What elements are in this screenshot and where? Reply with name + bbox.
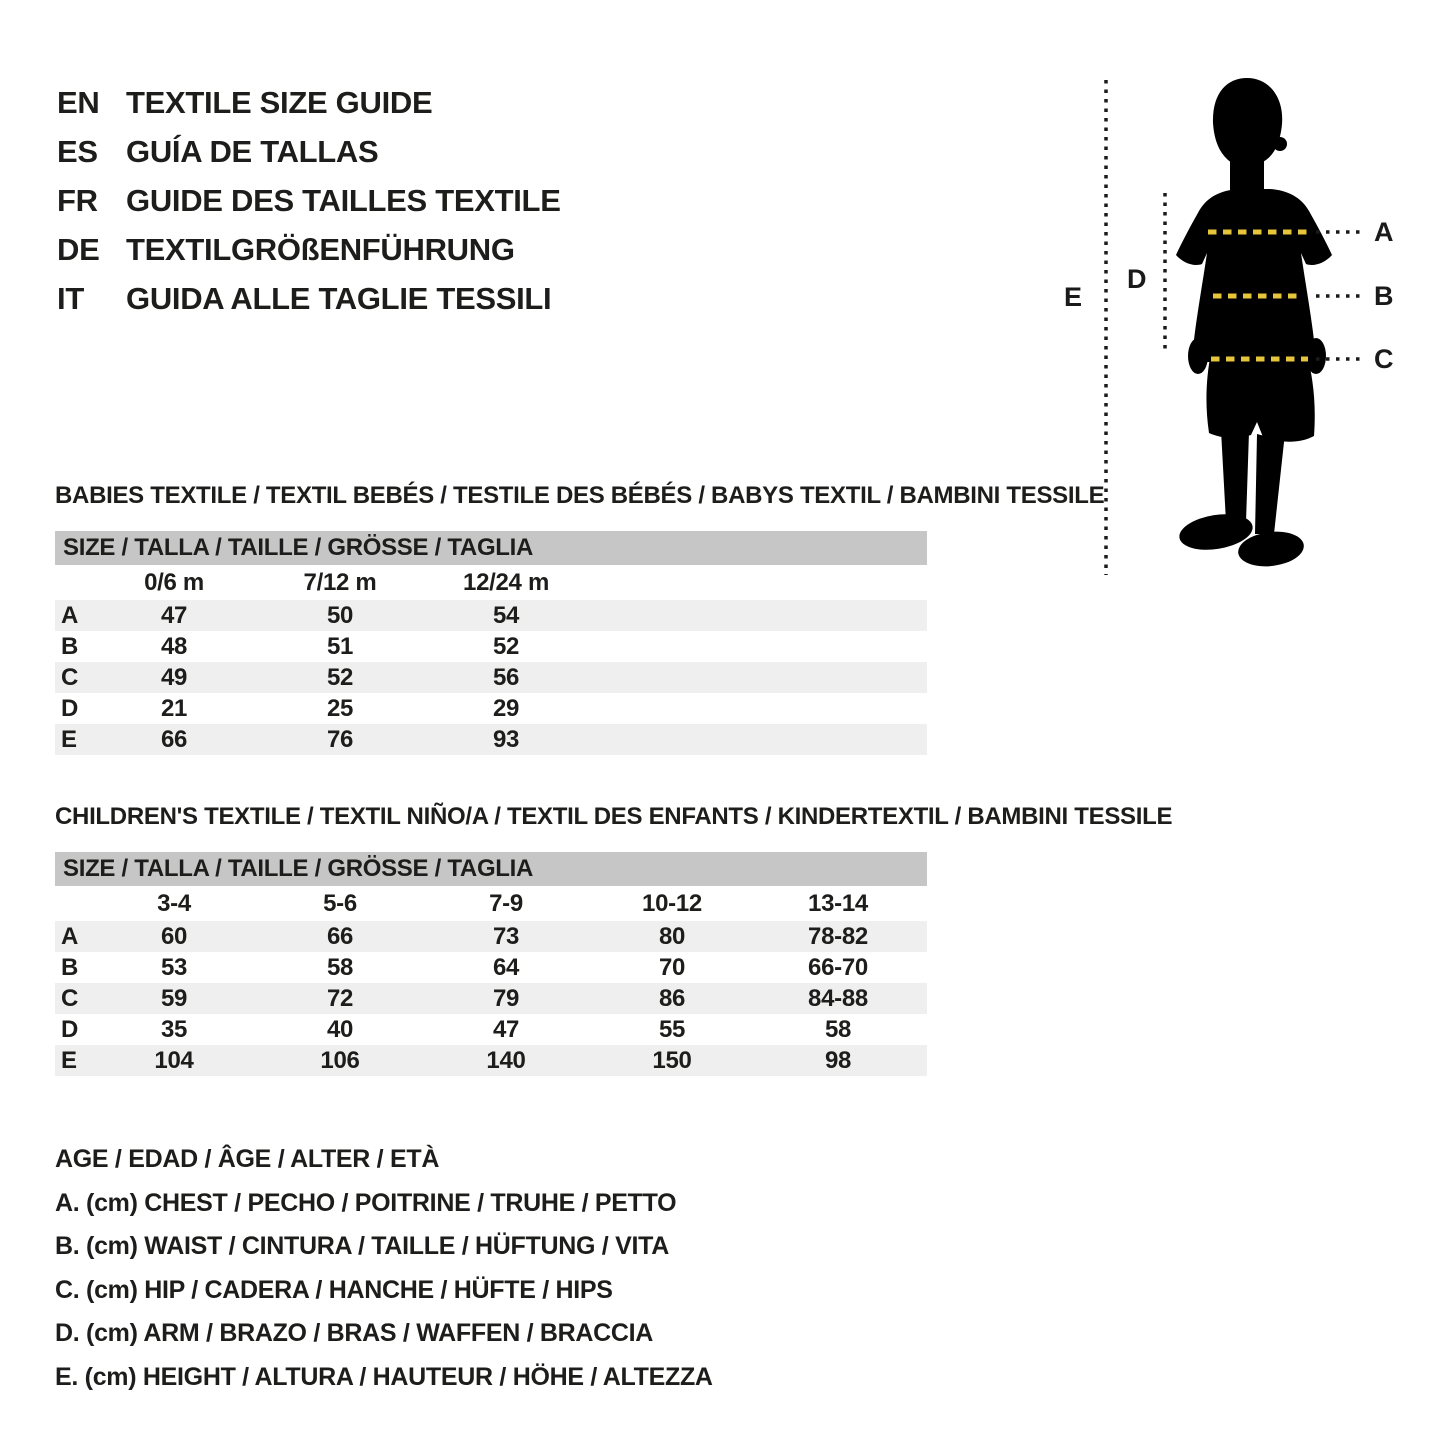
- table-cell: 25: [326, 695, 354, 722]
- language-title: TEXTILGRÖßENFÜHRUNG: [126, 232, 515, 267]
- language-code: IT: [57, 281, 84, 316]
- table-cell: 150: [652, 1047, 692, 1074]
- language-row: [57, 274, 561, 323]
- table-cell: 59: [160, 985, 188, 1012]
- legend-line: C. (cm) HIP / CADERA / HANCHE / HÜFTE / HIPS: [55, 1275, 613, 1304]
- language-code: DE: [57, 232, 100, 267]
- children-column-header-row: [55, 886, 927, 921]
- table-row: [55, 600, 927, 631]
- table-row: [55, 921, 927, 952]
- table-cell: 52: [326, 664, 354, 691]
- babies-size-table: [55, 531, 927, 755]
- table-cell: 35: [160, 1016, 188, 1043]
- table-row: [55, 662, 927, 693]
- child-silhouette: [1176, 78, 1332, 570]
- language-code: EN: [57, 85, 100, 120]
- table-cell: 73: [492, 923, 520, 950]
- marker-label-e: E: [1064, 282, 1082, 312]
- table-cell: 53: [160, 954, 188, 981]
- table-row: [55, 1014, 927, 1045]
- table-cell: 79: [492, 985, 520, 1012]
- children-section-title: CHILDREN'S TEXTILE / TEXTIL NIÑO/A / TEXTIL DES ENFANTS / KINDERTEXTIL / BAMBINI TESSILE: [55, 803, 1173, 830]
- column-header-cell: 7-9: [489, 890, 523, 917]
- row-label: A: [61, 602, 79, 629]
- table-cell: 66-70: [808, 954, 868, 981]
- row-label: B: [61, 633, 79, 660]
- table-cell: 52: [492, 633, 520, 660]
- measurement-legend: [55, 1138, 713, 1399]
- children-size-table: [55, 852, 927, 1076]
- marker-label-c: C: [1374, 344, 1394, 374]
- table-cell: 78-82: [808, 923, 868, 950]
- language-title: GUÍA DE TALLAS: [126, 134, 379, 169]
- table-cell: 58: [326, 954, 354, 981]
- language-title: TEXTILE SIZE GUIDE: [126, 85, 433, 120]
- language-row: [57, 127, 561, 176]
- table-cell: 50: [326, 602, 354, 629]
- table-row: [55, 1045, 927, 1076]
- child-silhouette-diagram: [1040, 60, 1445, 600]
- language-code: FR: [57, 183, 98, 218]
- column-header-cell: 3-4: [157, 890, 191, 917]
- legend-line: B. (cm) WAIST / CINTURA / TAILLE / HÜFTUNG / VITA: [55, 1232, 669, 1260]
- legend-line: E. (cm) HEIGHT / ALTURA / HAUTEUR / HÖHE / ALTEZZA: [55, 1362, 713, 1391]
- legend-line: A. (cm) CHEST / PECHO / POITRINE / TRUHE / PETTO: [55, 1188, 677, 1217]
- legend-line: AGE / EDAD / ÂGE / ALTER / ETÀ: [55, 1145, 440, 1173]
- row-label: D: [61, 695, 79, 722]
- table-cell: 47: [492, 1016, 520, 1043]
- table-row: [55, 724, 927, 755]
- table-row: [55, 983, 927, 1014]
- table-cell: 86: [658, 985, 686, 1012]
- language-title: GUIDE DES TAILLES TEXTILE: [126, 183, 561, 218]
- column-header-cell: 13-14: [808, 890, 868, 917]
- row-label: E: [61, 726, 77, 753]
- table-cell: 54: [492, 602, 520, 629]
- row-label: A: [61, 923, 79, 950]
- row-label: B: [61, 954, 79, 981]
- table-cell: 51: [326, 633, 354, 660]
- column-header-cell: 12/24 m: [463, 569, 549, 596]
- table-cell: 48: [160, 633, 188, 660]
- table-cell: 84-88: [808, 985, 868, 1012]
- table-cell: 66: [326, 923, 354, 950]
- table-cell: 55: [658, 1016, 686, 1043]
- table-cell: 29: [492, 695, 520, 722]
- language-row: [57, 176, 561, 225]
- marker-label-d: D: [1127, 264, 1147, 294]
- table-cell: 72: [326, 985, 354, 1012]
- table-cell: 104: [154, 1047, 194, 1074]
- legend-line: D. (cm) ARM / BRAZO / BRAS / WAFFEN / BRACCIA: [55, 1319, 654, 1347]
- column-header-cell: 0/6 m: [144, 569, 204, 596]
- language-row: [57, 225, 561, 274]
- babies-table-rows: [55, 600, 927, 755]
- table-row: [55, 631, 927, 662]
- table-cell: 49: [160, 664, 188, 691]
- table-row: [55, 693, 927, 724]
- table-cell: 56: [492, 664, 520, 691]
- babies-table-header: SIZE / TALLA / TAILLE / GRÖSSE / TAGLIA: [55, 531, 927, 565]
- table-cell: 64: [492, 954, 520, 981]
- table-cell: 21: [160, 695, 188, 722]
- column-header-spacer: [55, 886, 91, 921]
- babies-column-header-row: [55, 565, 927, 600]
- row-label: E: [61, 1047, 77, 1074]
- column-header-cell: 5-6: [323, 890, 357, 917]
- table-cell: 47: [160, 602, 188, 629]
- table-cell: 40: [326, 1016, 354, 1043]
- table-cell: 98: [824, 1047, 852, 1074]
- language-title: GUIDA ALLE TAGLIE TESSILI: [126, 281, 552, 316]
- table-cell: 66: [160, 726, 188, 753]
- table-cell: 76: [326, 726, 354, 753]
- language-row: [57, 78, 561, 127]
- table-cell: 70: [658, 954, 686, 981]
- column-header-cell: 7/12 m: [303, 569, 377, 596]
- row-label: C: [61, 664, 79, 691]
- measurement-figure: [1040, 60, 1445, 600]
- marker-label-a: A: [1374, 217, 1394, 247]
- column-header-spacer: [55, 565, 91, 600]
- babies-section-title: BABIES TEXTILE / TEXTIL BEBÉS / TESTILE DES BÉBÉS / BABYS TEXTIL / BAMBINI TESSILE: [55, 482, 1105, 509]
- column-header-cell: 10-12: [642, 890, 702, 917]
- table-cell: 60: [160, 923, 188, 950]
- table-row: [55, 952, 927, 983]
- table-cell: 58: [824, 1016, 852, 1043]
- marker-label-b: B: [1374, 281, 1394, 311]
- language-code: ES: [57, 134, 98, 169]
- children-table-header: SIZE / TALLA / TAILLE / GRÖSSE / TAGLIA: [55, 852, 927, 886]
- table-cell: 140: [486, 1047, 526, 1074]
- children-table-rows: [55, 921, 927, 1076]
- row-label: D: [61, 1016, 79, 1043]
- table-cell: 80: [658, 923, 686, 950]
- table-cell: 106: [320, 1047, 360, 1074]
- table-cell: 93: [492, 726, 520, 753]
- language-title-list: [57, 78, 561, 323]
- row-label: C: [61, 985, 79, 1012]
